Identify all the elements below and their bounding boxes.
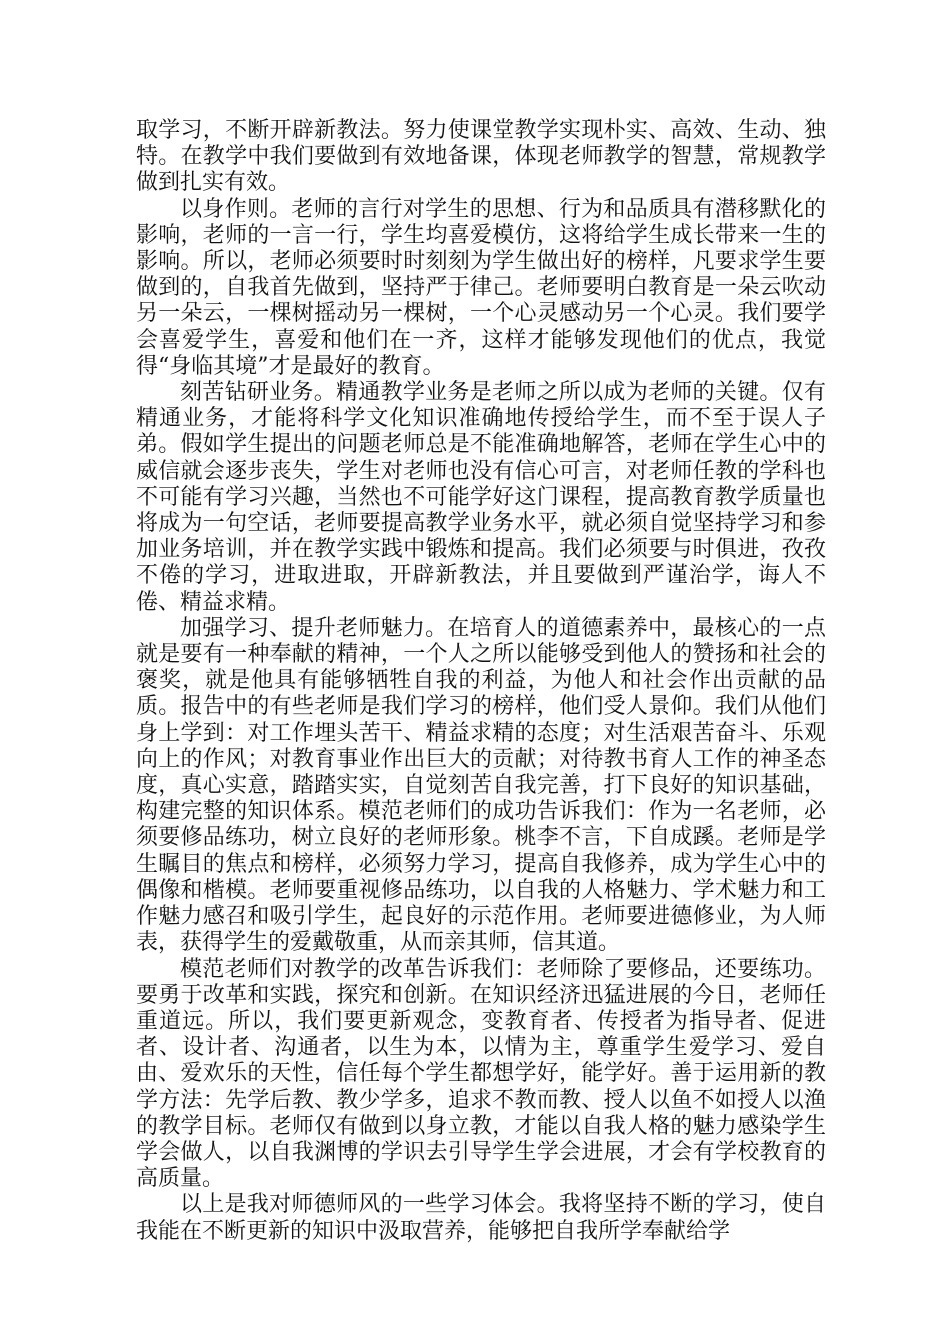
paragraph-2: 以身作则。老师的言行对学生的思想、行为和品质具有潜移默化的影响，老师的一言一行，学生均喜爱模仿，这将给学生成长带来一生的影响。所以，老师必须要时时刻刻为学生做出好的榜样，凡要求学生要做到的，自我首先做到，坚持严于律己。老师要明白教育是一朵云吹动另一朵云，一棵树摇动另一棵树，一个心灵感动另一个心灵。我们要学会喜爱学生，喜爱和他们在一齐，这样才能够发现他们的优点，我觉得“身临其境”才是最好的教育。	[136, 196, 826, 379]
paragraph-5: 模范老师们对教学的改革告诉我们：老师除了要修品，还要练功。要勇于改革和实践，探究和创新。在知识经济迅猛进展的今日，老师任重道远。所以，我们要更新观念，变教育者、传授者为指导者、促进者、设计者、沟通者，以生为本，以情为主，尊重学生爱学习、爱自由、爱欢乐的天性，信任每个学生都想学好，能学好。善于运用新的教学方法：先学后教、教少学多，追求不教而教、授人以鱼不如授人以渔的教学目标。老师仅有做到以身立教，才能以自我人格的魅力感染学生学会做人，以自我渊博的学识去引导学生学会进展，才会有学校教育的高质量。	[136, 956, 826, 1192]
paragraph-6: 以上是我对师德师风的一些学习体会。我将坚持不断的学习，使自我能在不断更新的知识中汲取营养，能够把自我所学奉献给学	[136, 1192, 826, 1244]
paragraph-1: 取学习，不断开辟新教法。努力使课堂教学实现朴实、高效、生动、独特。在教学中我们要做到有效地备课，体现老师教学的智慧，常规教学做到扎实有效。	[136, 118, 826, 196]
paragraph-3: 刻苦钻研业务。精通教学业务是老师之所以成为老师的关键。仅有精通业务，才能将科学文化知识准确地传授给学生，而不至于误人子弟。假如学生提出的问题老师总是不能准确地解答，老师在学生心中的威信就会逐步丧失，学生对老师也没有信心可言，对老师任教的学科也不可能有学习兴趣，当然也不可能学好这门课程，提高教育教学质量也将成为一句空话，老师要提高教学业务水平，就必须自觉坚持学习和参加业务培训，并在教学实践中锻炼和提高。我们必须要与时俱进，孜孜不倦的学习，进取进取，开辟新教法，并且要做到严谨治学，诲人不倦、精益求精。	[136, 380, 826, 615]
document-body	[136, 118, 826, 1245]
paragraph-4: 加强学习、提升老师魅力。在培育人的道德素养中，最核心的一点就是要有一种奉献的精神，一个人之所以能够受到他人的赞扬和社会的褒奖，就是他具有能够牺牲自我的利益，为他人和社会作出贡献的品质。报告中的有些老师是我们学习的榜样，他们受人景仰。我们从他们身上学到：对工作埋头苦干、精益求精的态度；对生活艰苦奋斗、乐观向上的作风；对教育事业作出巨大的贡献；对待教书育人工作的神圣态度，真心实意，踏踏实实，自觉刻苦自我完善，打下良好的知识基础，构建完整的知识体系。模范老师们的成功告诉我们：作为一名老师，必须要修品练功，树立良好的老师形象。桃李不言，下自成蹊。老师是学生瞩目的焦点和榜样，必须努力学习，提高自我修养，成为学生心中的偶像和楷模。老师要重视修品练功，以自我的人格魅力、学术魅力和工作魅力感召和吸引学生，起良好的示范作用。老师要进德修业，为人师表，获得学生的爱戴敬重，从而亲其师，信其道。	[136, 615, 826, 956]
